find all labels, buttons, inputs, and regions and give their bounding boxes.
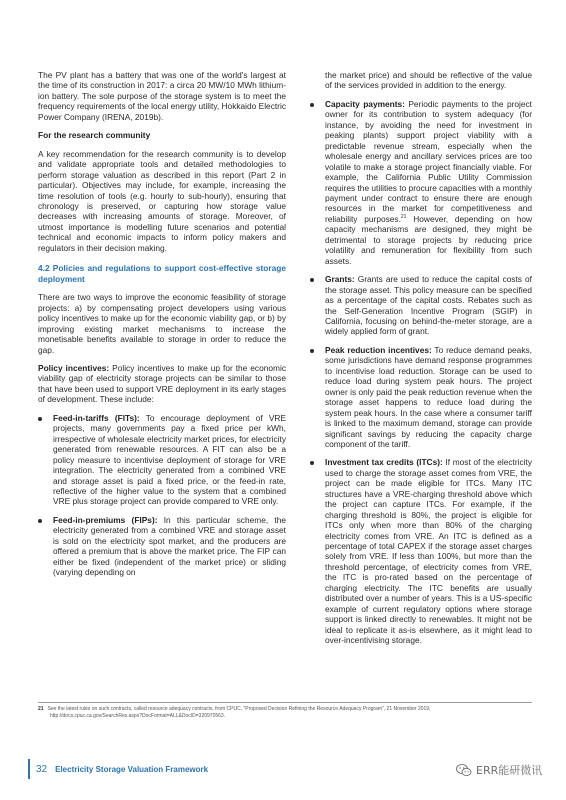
bullet-title: Peak reduction incentives: (325, 344, 432, 355)
watermark (456, 762, 542, 778)
list-item (310, 274, 532, 337)
paragraph-research: A key recommendation for the research community is to develop and validate appropriate tools and detailed methodologies to perform storage valuation as described in this report (Part 2 in particular). Objectives may include, for example, increasing the time resolution of tools (e.g. hourly to sub-hourly), ensuring that chronology is preserved, or capturing how storage value decreases with increasing amounts of storage. Moreover, of utmost importance is modelling future scenarios and potential technical and economic impacts to inform policy makers and regulators in their decision making. (38, 148, 286, 253)
bullet-text: To reduce demand peaks, some jurisdictions have demand response programmes to incentivise load reduction. Storage can be used to reduce load during system peak hours. The project owner is only paid the peak reduction revenue when the storage asset happens to reduce load during the system peak hours. In the case where a consumer tariff is linked to the maximum demand, storage can provide significant savings by reducing the capacity charge component of the tariff. (325, 344, 532, 449)
list-item (310, 457, 532, 645)
footnote-link[interactable]: http://docs.cpuc.ca.gov/SearchRes.aspx?DocFormat=ALL&DocID=320970563. (50, 712, 226, 719)
paragraph-pv-plant: The PV plant has a battery that was one of the world's largest at the time of its construction in 2017: a circa 20 MW/10 MWh lithium-ion battery. The sole purpose of the storage system is to meet the frequency requirements of the local energy utility, Hokkaido Electric Power Company (IRENA, 2019b). (38, 70, 286, 122)
right-bullet-list (310, 99, 532, 646)
page-footer (28, 759, 208, 779)
bullet-text-continued: However, depending on how capacity mechanisms are designed, they might be detrimental to storage projects by reducing price volatility and remuneration for flexibility from such assets. (325, 213, 532, 266)
section-heading: 4.2 Policies and regulations to support cost-effective storage deployment (38, 263, 286, 284)
list-item (38, 413, 286, 507)
page-number: 32 (36, 763, 48, 775)
bullet-icon (310, 278, 314, 282)
bullet-icon (310, 103, 314, 107)
bullet-text: If most of the electricity used to charge the storage asset comes from VRE, the project can be made eligible for ITCs. Many ITC structures have a VRE-charging threshold above which the project can capture ITCs. For example, if the charging threshold is 80%, the project is eligible for ITCs only when more than 80% of the charging electricity comes from VRE. An ITC is defined as a percentage of total CAPEX if the storage asset charges solely from VRE. If less than 100%, but more than the threshold percentage, of electricity comes from VRE, the ITC is pro-rated based on the percentage of charging electricity. The ITC benefits are usually distributed over a number of years. This is a US-specific example of current regulatory options where storage support is linked directly to renewables. It might not be ideal to replicate it as-is elsewhere, as it might lead to over-incentivising storage. (325, 457, 533, 646)
left-column (38, 70, 286, 586)
footnote-ref[interactable]: 21 (400, 214, 407, 221)
paragraph-policy-incentives (38, 363, 286, 405)
right-column (310, 70, 532, 654)
bullet-icon (38, 519, 42, 523)
policy-lead: Policy incentives: (38, 362, 110, 373)
footnote (38, 706, 528, 719)
left-bullet-list (38, 413, 286, 578)
bullet-title: Grants: (325, 274, 355, 285)
bullet-title: Capacity payments: (325, 98, 405, 109)
research-heading: For the research community (38, 130, 151, 141)
footer-accent-bar (28, 759, 30, 779)
bullet-icon (38, 417, 42, 421)
footnote-number: 21 (38, 706, 44, 712)
bullet-text: To encourage deployment of VRE projects, many governments pay a fixed price per kWh, irrespective of wholesale electricity market prices, for electricity generated from renewable resources. A FIT can also be a policy measure to incentivise deployment of storage for VRE integration. The electricity generated from a combined VRE and storage asset is paid a fixed price, or the feed-in rate, reflective of the higher value to the system that a combined VRE plus storage project can provide compared to VRE only. (53, 412, 286, 507)
bullet-title: Feed-in-tariffs (FITs): (53, 412, 140, 423)
bullet-text: In this particular scheme, the electricity generated from a combined VRE and storage asset is sold on the electricity spot market, and the producers are offered a premium that is above the market price. The FIP can either be fixed (independent of the market price) or sliding (varying depending on (53, 514, 286, 578)
paragraph-continuation: the market price) and should be reflective of the value of the services provided in addition to the energy. (325, 70, 532, 91)
footnote-divider (38, 702, 532, 703)
footnote-text: See the latest rules on such contracts, called resource adequacy contracts, from CPUC, "Proposed Decision Refining the Resource Adequacy Program", 21 November 2019, (47, 706, 431, 712)
bullet-icon (310, 461, 314, 465)
bullet-text: Periodic payments to the project owner for its contribution to system adequacy (for instance, by avoiding the need for investment in peaking plants) support project viability with a predictable revenue stream, especially when the wholesale energy and ancillary services prices are too volatile to make a storage project financially viable. For example, the California Public Utility Commission requires the utilities to procure capacities with a monthly payment under contract to ensure there are enough resources in the market for competitiveness and reliability purposes. (325, 98, 532, 224)
bullet-icon (310, 349, 314, 353)
footer-title: Electricity Storage Valuation Framework (55, 764, 209, 774)
wechat-icon (456, 764, 472, 777)
list-item (310, 99, 532, 266)
bullet-title: Investment tax credits (ITCs): (325, 457, 443, 468)
policy-text: Policy incentives to make up for the economic viability gap of electricity storage projects can be similar to those that have been used to support VRE deployment in its early stages of development. These include: (38, 362, 286, 405)
bullet-title: Feed-in-premiums (FIPs): (53, 514, 158, 525)
list-item (310, 345, 532, 450)
bullet-text: Grants are used to reduce the capital costs of the storage asset. This policy measure can be specified as a percentage of the capital costs. Rebates such as the Self-Generation Incentive Program (SGIP) in California, focusing on behind-the-meter storage, are a widely applied form of grant. (325, 274, 532, 337)
paragraph-two-ways: There are two ways to improve the economic feasibility of storage projects: a) by compensating project developers using various policy incentives to make up for the economic viability gap, or b) by improving existing market mechanisms to increase the monetisable benefits available to storage in order to reduce the gap. (38, 292, 286, 355)
watermark-text: ERR能研微讯 (476, 764, 543, 777)
list-item (38, 515, 286, 578)
